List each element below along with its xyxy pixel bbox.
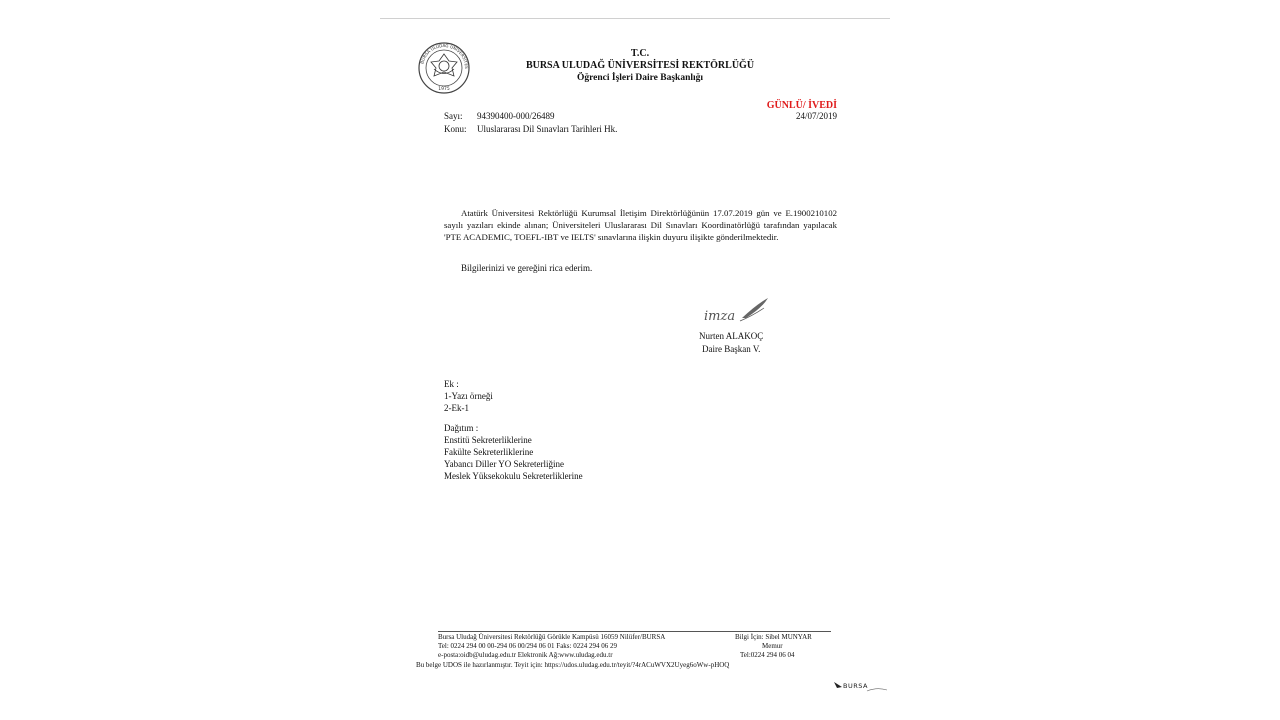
distribution-item: Yabancı Diller YO Sekreterliğine xyxy=(444,459,564,469)
footer-tel: Tel: 0224 294 00 00-294 06 00/294 06 01 Faks: 0224 294 06 29 xyxy=(438,642,617,650)
distribution-item: Enstitü Sekreterliklerine xyxy=(444,435,532,445)
body-text: Atatürk Üniversitesi Rektörlüğü Kurumsal İletişim Direktörlüğünün 17.07.2019 gün ve E.1900210102 sayılı yazıları ekinde alınan; Üniversiteleri Uluslararası Dil Sınavları Koordinatörlüğü tarafından yapılacak 'PTE ACADEMIC, TOEFL-IBT ve IELTS' sınavlarına ilişkin duyuru ilişikte gönderilmektedir. xyxy=(444,208,837,243)
urgency-label: GÜNLÜ/ İVEDİ xyxy=(766,100,837,111)
closing-line: Bilgilerinizi ve gereğini rica ederim. xyxy=(461,263,593,273)
distribution-item: Meslek Yüksekokulu Sekreterliklerine xyxy=(444,471,583,481)
footer-email: e-posta:oidb@uludag.edu.tr Elektronik Ağ:www.uludag.edu.tr xyxy=(438,651,613,659)
konu-value: Uluslararası Dil Sınavları Tarihleri Hk. xyxy=(477,124,618,134)
attachment-item: 1-Yazı örneği xyxy=(444,391,493,401)
footer-info-tel: Tel:0224 294 06 04 xyxy=(740,651,795,659)
signer-title: Daire Başkan V. xyxy=(702,344,761,354)
document-date: 24/07/2019 xyxy=(795,111,837,121)
header-tc: T.C. xyxy=(630,48,650,59)
footer-info: Bilgi İçin: Sibel MUNYAR xyxy=(735,633,812,641)
svg-text:BURSA ULUDAĞ ÜNİVERSİTESİ: BURSA ULUDAĞ ÜNİVERSİTES xyxy=(419,42,470,69)
signer-name: Nurten ALAKOÇ xyxy=(699,331,764,341)
university-seal-icon xyxy=(416,42,472,94)
sayi-label: Sayı: xyxy=(444,111,463,121)
konu-label: Konu: xyxy=(444,124,467,134)
body-paragraph xyxy=(444,207,837,244)
bursa-city-logo-icon xyxy=(833,678,889,694)
distribution-item: Fakülte Sekreterliklerine xyxy=(444,447,534,457)
sayi-value: 94390400-000/26489 xyxy=(477,111,555,121)
header-department: Öğrenci İşleri Daire Başkanlığı xyxy=(576,73,704,83)
distribution-label: Dağıtım : xyxy=(444,423,479,433)
logo-text: BURSA xyxy=(843,682,868,690)
top-divider xyxy=(380,18,890,19)
attachment-item: 2-Ek-1 xyxy=(444,403,469,413)
signature-image xyxy=(702,296,772,326)
letterhead xyxy=(490,48,790,84)
footer-info-role: Memur xyxy=(762,642,783,650)
seal-year: 1975 xyxy=(438,87,450,92)
footer-address: Bursa Uludağ Üniversitesi Rektörlüğü Görükle Kampüsü 16059 Nilüfer/BURSA xyxy=(438,633,666,641)
signature-text: imza xyxy=(704,309,736,324)
footer-divider xyxy=(438,631,831,632)
header-university: BURSA ULUDAĞ ÜNİVERSİTESİ REKTÖRLÜĞÜ xyxy=(525,60,755,71)
verification-note: Bu belge UDOS ile hazırlanmıştır. Teyit için: https://udos.uludag.edu.tr/teyit/?4rACuWVX2Uyeg6oWw-pHOQ xyxy=(416,661,730,669)
attachments-label: Ek : xyxy=(444,379,459,389)
